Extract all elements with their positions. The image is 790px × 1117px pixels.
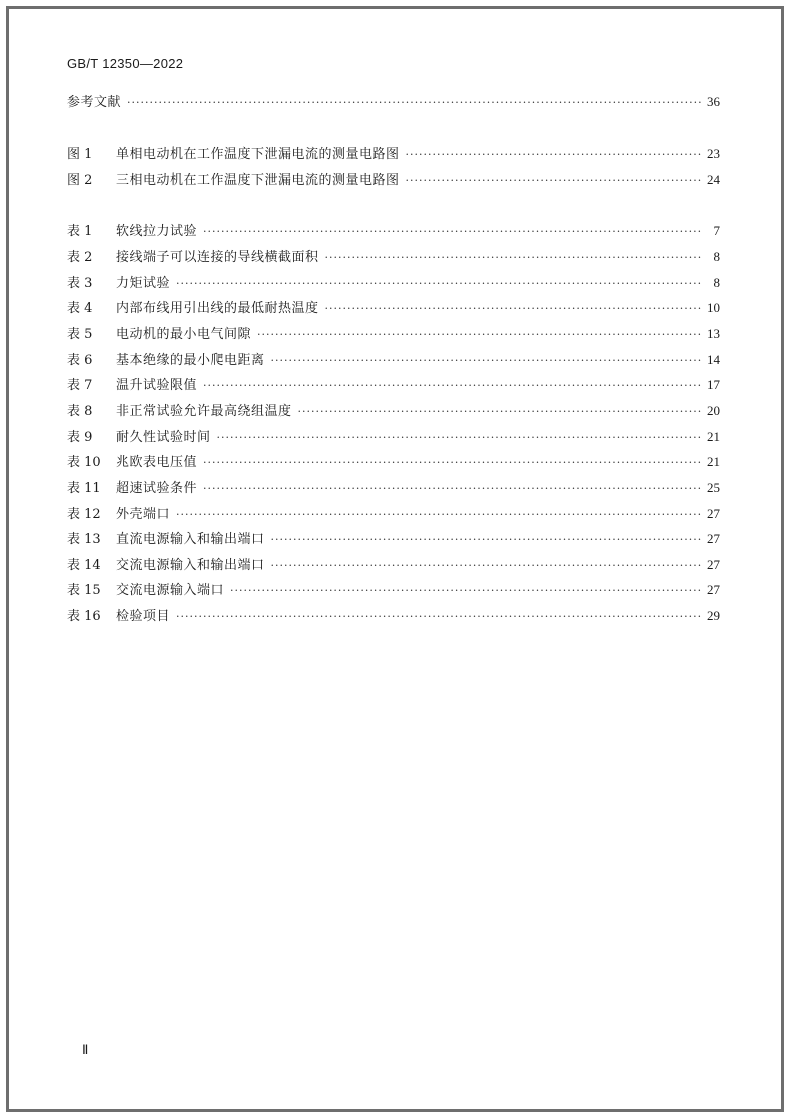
toc-entry-table[interactable] <box>67 325 720 344</box>
toc-entry-page: 29 <box>707 608 720 623</box>
toc-entry-page: 21 <box>707 429 720 444</box>
toc-entry-table[interactable] <box>67 505 720 524</box>
toc-entry-page: 27 <box>707 531 720 546</box>
toc-entry-label: 表 4 <box>67 301 93 316</box>
toc-entry-page: 23 <box>707 146 720 161</box>
toc-entry-title: 三相电动机在工作温度下泄漏电流的测量电路图 <box>116 173 400 188</box>
toc-entry-table[interactable] <box>67 607 720 626</box>
toc-entry-page: 36 <box>707 94 720 109</box>
toc-entry-table[interactable] <box>67 299 720 318</box>
toc-entry-table[interactable] <box>67 581 720 600</box>
toc-entry-page: 13 <box>707 326 720 341</box>
toc-leader <box>271 352 702 370</box>
toc-entry-label: 表 16 <box>67 609 101 624</box>
toc-entry-table[interactable] <box>67 222 720 241</box>
toc-leader <box>203 223 702 241</box>
toc-leader <box>176 506 702 524</box>
toc-entry-page: 14 <box>707 352 720 367</box>
toc-entry-label: 表 3 <box>67 276 93 291</box>
toc-entry-page: 25 <box>707 480 720 495</box>
toc-entry-title: 软线拉力试验 <box>116 224 198 239</box>
toc-entry-label: 图 2 <box>67 173 93 188</box>
toc-leader <box>217 429 702 447</box>
toc-entry-label: 表 14 <box>67 558 101 573</box>
toc-entry-label: 表 13 <box>67 532 101 547</box>
toc-leader <box>203 454 702 472</box>
toc-entry-page: 20 <box>707 403 720 418</box>
toc-leader <box>127 94 702 112</box>
toc-leader <box>230 582 702 600</box>
toc-entry-figure[interactable] <box>67 145 720 164</box>
toc-entry-title: 外壳端口 <box>116 507 171 522</box>
toc-leader <box>271 531 702 549</box>
toc-leader <box>325 249 702 267</box>
toc-entry-title: 检验项目 <box>116 609 171 624</box>
toc-leader <box>271 557 702 575</box>
toc-entry-label: 表 1 <box>67 224 93 239</box>
toc-leader <box>298 403 702 421</box>
toc-leader <box>406 146 702 164</box>
toc-entry-title: 交流电源输入和输出端口 <box>116 558 265 573</box>
toc-entry-label: 表 5 <box>67 327 93 342</box>
toc-entry-table[interactable] <box>67 453 720 472</box>
toc-entry-title: 基本绝缘的最小爬电距离 <box>116 353 265 368</box>
toc-entry-page: 17 <box>707 377 720 392</box>
toc-entry-figure[interactable] <box>67 171 720 190</box>
toc-entry-table[interactable] <box>67 376 720 395</box>
toc-entry-title: 超速试验条件 <box>116 481 198 496</box>
toc-entry-label: 图 1 <box>67 147 93 162</box>
toc-entry-table[interactable] <box>67 556 720 575</box>
toc-entry-page: 8 <box>713 249 720 264</box>
toc-entry-page: 27 <box>707 506 720 521</box>
toc-entry-title: 兆欧表电压值 <box>116 455 198 470</box>
toc-entry-label: 表 9 <box>67 430 93 445</box>
toc-entry-page: 10 <box>707 300 720 315</box>
toc-leader <box>406 172 702 190</box>
toc-entry-label: 表 10 <box>67 455 101 470</box>
toc-entry-label: 表 7 <box>67 378 93 393</box>
page-number: Ⅱ <box>82 1042 89 1057</box>
toc-entry-table[interactable] <box>67 248 720 267</box>
toc-entry-title: 温升试验限值 <box>116 378 198 393</box>
toc-entry-table[interactable] <box>67 351 720 370</box>
toc-entry-page: 27 <box>707 557 720 572</box>
toc-entry-title: 接线端子可以连接的导线横截面积 <box>116 250 319 265</box>
toc-entry-page: 7 <box>713 223 720 238</box>
toc-entry-table[interactable] <box>67 530 720 549</box>
toc-entry-label: 表 15 <box>67 583 101 598</box>
toc-leader <box>176 275 702 293</box>
toc-leader <box>203 480 702 498</box>
toc-entry-title: 交流电源输入端口 <box>116 583 225 598</box>
toc-leader <box>325 300 702 318</box>
toc-entry-page: 8 <box>713 275 720 290</box>
toc-entry-references[interactable] <box>67 93 720 112</box>
toc-entry-title: 直流电源输入和输出端口 <box>116 532 265 547</box>
toc-leader <box>257 326 702 344</box>
toc-entry-label: 表 6 <box>67 353 93 368</box>
toc-entry-label: 表 12 <box>67 507 101 522</box>
toc-entry-title: 非正常试验允许最高绕组温度 <box>116 404 292 419</box>
toc-entry-label: 表 11 <box>67 481 101 496</box>
toc-entry-title: 力矩试验 <box>116 276 171 291</box>
standard-code: GB/T 12350—2022 <box>67 56 184 71</box>
toc-entry-title: 电动机的最小电气间隙 <box>116 327 252 342</box>
toc-leader <box>176 608 702 626</box>
toc-entry-page: 27 <box>707 582 720 597</box>
toc-entry-table[interactable] <box>67 402 720 421</box>
toc-entry-table[interactable] <box>67 479 720 498</box>
toc-entry-label: 表 2 <box>67 250 93 265</box>
toc-leader <box>203 377 702 395</box>
toc-entry-title: 耐久性试验时间 <box>116 430 211 445</box>
toc-entry-title: 内部布线用引出线的最低耐热温度 <box>116 301 319 316</box>
toc-entry-label: 表 8 <box>67 404 93 419</box>
toc-entry-page: 24 <box>707 172 720 187</box>
toc-entry-title: 参考文献 <box>67 95 122 110</box>
toc-entry-title: 单相电动机在工作温度下泄漏电流的测量电路图 <box>116 147 400 162</box>
toc-entry-table[interactable] <box>67 428 720 447</box>
toc-entry-page: 21 <box>707 454 720 469</box>
toc-entry-table[interactable] <box>67 274 720 293</box>
